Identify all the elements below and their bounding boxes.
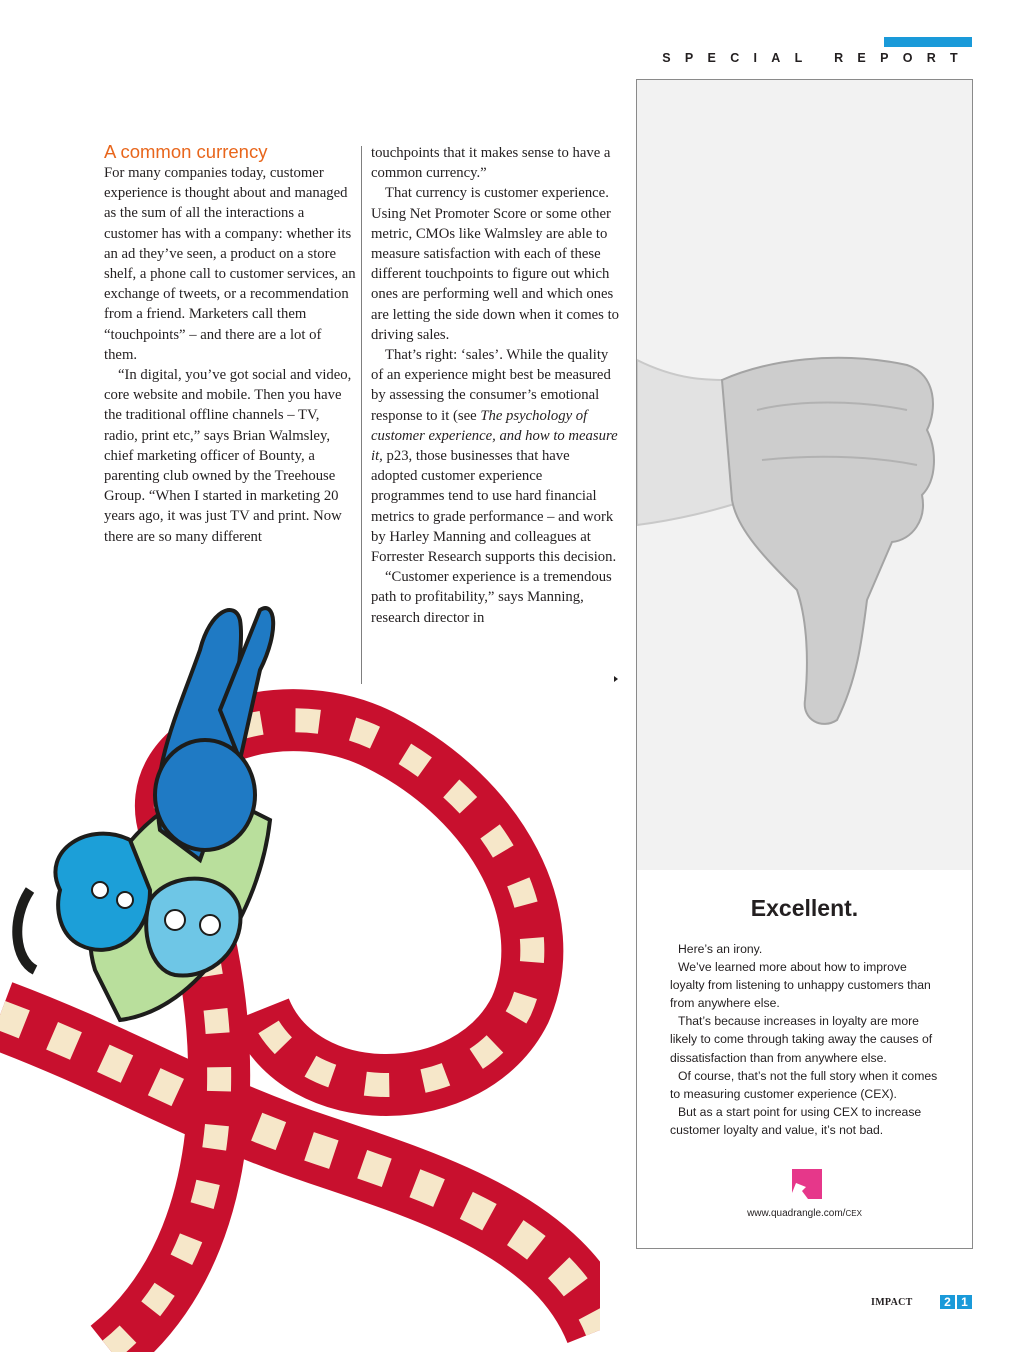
rollercoaster-illustration bbox=[0, 590, 600, 1352]
header-accent-bar bbox=[884, 37, 972, 47]
section-label: SPECIAL REPORT bbox=[662, 51, 972, 65]
paragraph: touchpoints that it makes sense to have a common currency.” bbox=[371, 145, 611, 182]
paragraph: “In digital, you’ve got social and video, core website and mobile. Then you have the traditional offline channels – TV, radio, print etc,” says Brian Walmsley, chief marketing officer of Bounty, a parenting club owned by the Treehouse Group. “When I started in marketing 20 years ago, it was just TV and print. Now there are so many different bbox=[104, 367, 352, 545]
section-heading: A common currency bbox=[104, 141, 268, 162]
quadrangle-logo-icon bbox=[792, 1169, 822, 1199]
article-column-2 bbox=[371, 143, 619, 628]
thumbs-down-photo bbox=[637, 80, 972, 870]
page-number bbox=[940, 1295, 972, 1309]
ad-paragraph: But as a start point for using CEX to increase customer loyalty and value, it’s not bad. bbox=[670, 1104, 922, 1137]
ad-body bbox=[670, 940, 942, 1139]
url-main: www.quadrangle.com/ bbox=[747, 1208, 846, 1219]
ad-paragraph: Of course, that’s not the full story when it comes to measuring customer experience (CEX). bbox=[670, 1068, 938, 1101]
url-suffix: CEX bbox=[845, 1209, 862, 1218]
ad-url-link[interactable] bbox=[637, 1208, 972, 1219]
ad-paragraph: That’s because increases in loyalty are more likely to come through taking away the causes of dissatisfaction than from anywhere else. bbox=[670, 1014, 933, 1065]
paragraph bbox=[371, 345, 619, 567]
magazine-name: IMPACT bbox=[871, 1297, 913, 1308]
ad-headline: Excellent. bbox=[750, 895, 859, 921]
advertisement-panel bbox=[636, 79, 973, 1249]
ad-paragraph: Here’s an irony. bbox=[678, 942, 763, 956]
ad-paragraph: We’ve learned more about how to improve loyalty from listening to unhappy customers than from anywhere else. bbox=[670, 960, 931, 1011]
page-digit: 2 bbox=[940, 1295, 955, 1309]
paragraph: For many companies today, customer experience is thought about and managed as the sum of all the interactions a customer has with a company: whether its an ad they’ve seen, a product on a store shelf, a phone call to customer services, an exchange of tweets, or a recommendation from a friend. Marketers call them “touchpoints” – and there are a lot of them. bbox=[104, 165, 356, 363]
cross-reference: The psychology of customer experience, and how to measure it, bbox=[371, 407, 618, 465]
text-run: p23, those businesses that have adopted customer experience programmes tend to use hard financial metrics to grade performance – and work by Harley Manning and colleagues at Forrester Research supports this decision. bbox=[371, 448, 617, 566]
text-run: That’s right: ‘sales’. While the quality of an experience might best be measured by assessing the consumer’s emotional response to it (see bbox=[371, 347, 611, 424]
continued-arrow-icon bbox=[614, 676, 618, 682]
track-loop bbox=[0, 720, 600, 1350]
page-digit: 1 bbox=[957, 1295, 972, 1309]
paragraph: “Customer experience is a tremendous path to profitability,” says Manning, research director in bbox=[371, 569, 612, 626]
paragraph: That currency is customer experience. Using Net Promoter Score or some other metric, CMOs like Walmsley are able to measure satisfaction with each of these different touchpoints to figure out which ones are performing well and which ones are letting the side down when it comes to driving sales. bbox=[371, 185, 619, 343]
article-column-1 bbox=[104, 163, 356, 547]
